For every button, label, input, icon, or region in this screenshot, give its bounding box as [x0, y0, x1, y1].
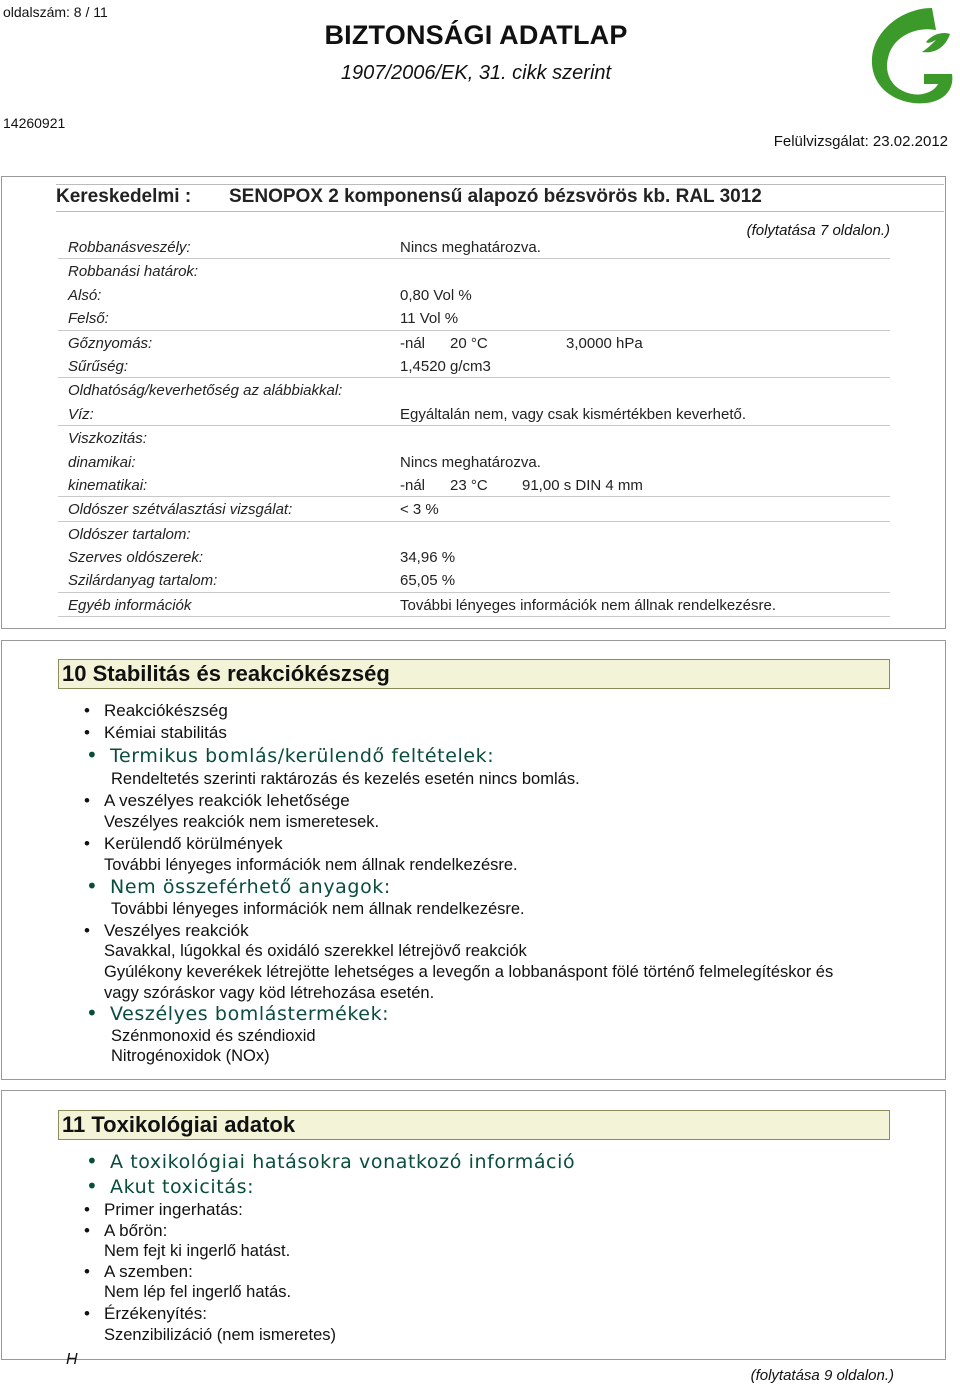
bullet-item	[84, 834, 283, 854]
property-row	[58, 545, 890, 568]
property-label: Robbanásveszély:	[68, 239, 191, 256]
bullet-item	[84, 921, 249, 941]
property-label: dinamikai:	[68, 453, 136, 471]
company-logo	[862, 2, 956, 110]
property-value: Nincs meghatározva.	[400, 453, 541, 471]
property-row	[58, 331, 890, 354]
continued-from-note: (folytatása 7 oldalon.)	[746, 222, 890, 239]
bullet-label: A bőrön:	[104, 1221, 168, 1240]
info-text: Szenzibilizáció (nem ismeretes)	[104, 1326, 336, 1344]
subheading-item	[86, 1149, 576, 1173]
property-label: Robbanási határok:	[68, 263, 199, 281]
property-row	[58, 354, 890, 378]
subheading-item	[86, 874, 391, 898]
property-value: Nincs meghatározva.	[400, 239, 541, 256]
subheading-label: Termikus bomlás/kerülendő feltételek:	[110, 745, 495, 767]
property-label: Sűrűség:	[68, 357, 129, 375]
info-text: Rendeltetés szerinti raktározás és kezelés esetén nincs bomlás.	[111, 770, 580, 788]
property-value: 34,96 %	[400, 549, 456, 567]
info-text: További lényeges információk nem állnak rendelkezésre.	[111, 900, 525, 918]
subheading-item	[86, 1001, 390, 1025]
bullet-dot: •	[84, 921, 90, 940]
subheading-label: Veszélyes bomlástermékek:	[110, 1003, 390, 1025]
property-row	[58, 473, 890, 497]
property-value: További lényeges információk nem állnak rendelkezésre.	[400, 596, 777, 614]
bullet-dot: •	[84, 834, 90, 853]
property-value: -nál	[400, 476, 426, 494]
property-measure: 91,00 s DIN 4 mm	[522, 476, 643, 494]
bullet-dot: •	[84, 791, 90, 810]
bullet-item	[84, 701, 228, 721]
subheading-item	[86, 743, 495, 767]
info-text: Nem fejt ki ingerlő hatást.	[104, 1242, 291, 1260]
info-text: További lényeges információk nem állnak rendelkezésre.	[104, 856, 518, 874]
revision-date: Felülvizsgálat: 23.02.2012	[773, 133, 948, 150]
bullet-dot: •	[86, 874, 99, 898]
bullet-dot: •	[84, 1221, 90, 1240]
page-number: oldalszám: 8 / 11	[3, 4, 108, 20]
bullet-dot: •	[86, 1149, 99, 1173]
property-label: Oldhatóság/keverhetőség az alábbiakkal:	[68, 382, 343, 400]
info-text: Gyúlékony keverékek létrejötte lehetséges a levegőn a lobbanáspont fölé történő felmelegítéskor és	[104, 963, 834, 981]
property-row	[58, 259, 890, 282]
property-value: 0,80 Vol %	[400, 286, 472, 304]
bullet-item	[84, 1304, 207, 1324]
bullet-dot: •	[84, 701, 90, 720]
property-value: Egyáltalán nem, vagy csak kismértékben keverhető.	[400, 405, 747, 423]
bullet-label: Érzékenyítés:	[104, 1304, 207, 1323]
bullet-label: A szemben:	[104, 1262, 193, 1281]
bullet-dot: •	[86, 743, 99, 767]
bullet-label: Kémiai stabilitás	[104, 723, 227, 742]
info-text: Veszélyes reakciók nem ismeretesek.	[104, 813, 380, 831]
property-label: Víz:	[68, 405, 94, 423]
property-row	[58, 497, 890, 521]
bullet-item	[84, 1200, 243, 1220]
bullet-dot: •	[84, 723, 90, 742]
property-label: Viszkozitás:	[68, 430, 147, 448]
properties-table	[58, 235, 890, 617]
trade-name-bar	[56, 184, 944, 212]
property-row	[58, 306, 890, 330]
property-row	[58, 426, 890, 449]
property-label: kinematikai:	[68, 476, 148, 494]
property-value: < 3 %	[400, 501, 439, 519]
property-row	[58, 378, 890, 401]
info-text: vagy szóráskor vagy köd létrehozása esetén.	[104, 984, 435, 1002]
property-temperature: 23 °C	[450, 476, 488, 494]
property-label: Oldószer tartalom:	[68, 525, 191, 543]
bullet-item	[84, 791, 350, 811]
trade-name-label: Kereskedelmi :	[56, 186, 192, 207]
document-subtitle: 1907/2006/EK, 31. cikk szerint	[340, 62, 612, 84]
property-row	[58, 568, 890, 592]
property-label: Szerves oldószerek:	[68, 549, 204, 567]
property-label: Szilárdanyag tartalom:	[68, 572, 218, 590]
bullet-dot: •	[84, 1200, 90, 1219]
info-text: Savakkal, lúgokkal és oxidáló szerekkel létrejövő reakciók	[104, 942, 527, 960]
property-label: Gőznyomás:	[68, 334, 153, 352]
section-11-title: 11 Toxikológiai adatok	[62, 1112, 296, 1137]
document-title: BIZTONSÁGI ADATLAP	[324, 20, 628, 50]
bullet-dot: •	[84, 1304, 90, 1323]
info-text: Nem lép fel ingerlő hatás.	[104, 1283, 292, 1301]
section-11-heading	[58, 1110, 890, 1140]
property-row	[58, 235, 890, 259]
bullet-item	[84, 1221, 168, 1241]
bullet-label: A veszélyes reakciók lehetősége	[104, 791, 350, 810]
bullet-item	[84, 723, 227, 743]
property-measure: 3,0000 hPa	[566, 334, 643, 352]
bullet-label: Kerülendő körülmények	[104, 834, 283, 853]
logo-leaf-shape	[922, 33, 950, 52]
continued-on-note: (folytatása 9 oldalon.)	[750, 1367, 894, 1384]
bullet-label: Primer ingerhatás:	[104, 1200, 243, 1219]
property-row	[58, 283, 890, 306]
subheading-label: Akut toxicitás:	[110, 1176, 255, 1198]
property-row	[58, 522, 890, 545]
property-value: 65,05 %	[400, 572, 456, 590]
property-temperature: 20 °C	[450, 334, 488, 352]
info-text: Szénmonoxid és széndioxid	[111, 1027, 316, 1045]
logo-swoosh-shape	[872, 8, 952, 103]
property-label: Egyéb információk	[68, 596, 192, 614]
property-value: 1,4520 g/cm3	[400, 357, 491, 375]
property-row	[58, 402, 890, 426]
property-value: 11 Vol %	[400, 310, 459, 328]
section-10-title: 10 Stabilitás és reakciókészség	[62, 661, 390, 686]
bullet-dot: •	[86, 1001, 99, 1025]
trade-name-value: SENOPOX 2 komponensű alapozó bézsvörös kb. RAL 3012	[229, 186, 762, 207]
info-text: Nitrogénoxidok (NOx)	[111, 1047, 270, 1065]
subheading-item	[86, 1174, 255, 1198]
bullet-dot: •	[84, 1262, 90, 1281]
bullet-label: Veszélyes reakciók	[104, 921, 249, 940]
bullet-item	[84, 1262, 193, 1282]
property-row	[58, 593, 890, 617]
property-label: Alsó:	[68, 286, 102, 304]
bullet-label: Reakciókészség	[104, 701, 228, 720]
section-10-heading	[58, 659, 890, 689]
subheading-label: Nem összeférhető anyagok:	[110, 876, 391, 898]
bullet-dot: •	[86, 1174, 99, 1198]
document-number: 14260921	[3, 115, 66, 131]
property-label: Oldószer szétválasztási vizsgálat:	[68, 501, 293, 519]
property-value: -nál	[400, 334, 426, 352]
property-row	[58, 450, 890, 473]
subheading-label: A toxikológiai hatásokra vonatkozó információ	[110, 1151, 576, 1173]
property-label: Felső:	[68, 310, 109, 328]
footer-mark: H	[66, 1351, 78, 1368]
